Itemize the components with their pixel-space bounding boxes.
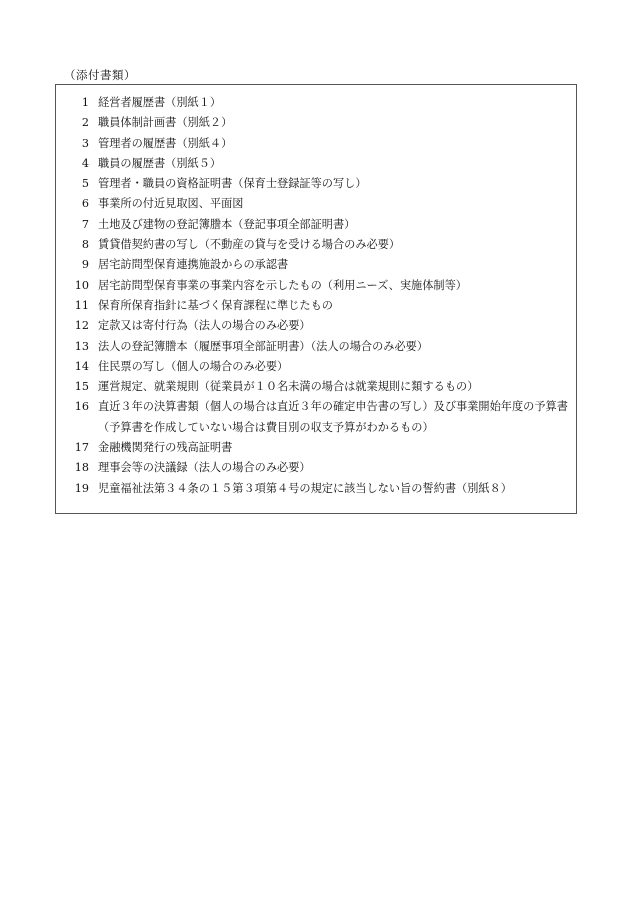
list-item [56,134,576,154]
list-item [56,357,576,377]
list-item [56,276,576,296]
item-text: 居宅訪問型保育事業の事業内容を示したもの（利用ニーズ、実施体制等） [98,278,467,292]
item-text: 運営規定、就業規則（従業員が１０名未満の場合は就業規則に類するもの） [98,380,479,394]
list-item [56,458,576,478]
item-number: 13 [74,339,89,353]
list-item [56,316,576,336]
list-item [56,174,576,194]
item-text: 土地及び建物の登記簿謄本（登記事項全部証明書） [98,217,356,231]
item-number: 18 [74,461,89,475]
item-text: 住民票の写し（個人の場合のみ必要） [98,359,289,373]
item-number: 10 [74,278,89,292]
item-number: 1 [81,96,89,109]
item-number: 12 [74,319,89,333]
item-number: 3 [81,136,89,150]
list-item [56,113,576,133]
list-item [56,438,576,458]
item-text: 居宅訪問型保育連携施設からの承認書 [98,258,289,272]
attachments-box [55,84,577,514]
item-text: 職員の履歴書（別紙５） [98,156,222,170]
list-item [56,377,576,397]
list-item [56,337,576,357]
list-item [56,397,576,438]
item-number: 17 [74,441,89,455]
item-text: 理事会等の決議録（法人の場合のみ必要） [98,461,311,475]
list-item [56,194,576,214]
item-text: 管理者の履歴書（別紙４） [98,136,233,150]
item-number: 6 [81,197,89,211]
item-text: 直近３年の決算書類（個人の場合は直近３年の確定申告書の写し）及び事業開始年度の予算書（予算書を作成していない場合は費目別の収支予算がわかるもの） [98,400,568,434]
item-number: 8 [81,238,89,252]
item-text: 保育所保育指針に基づく保育課程に準じたもの [98,298,333,312]
list-item [56,154,576,174]
item-text: 賃貸借契約書の写し（不動産の貸与を受ける場合のみ必要） [98,238,401,252]
item-number: 9 [81,258,89,272]
attachments-list [56,93,576,499]
attachments-heading: （添付書類） [64,68,136,82]
item-number: 5 [81,177,89,191]
item-text: 職員体制計画書（別紙２） [98,116,233,130]
item-text: 管理者・職員の資格証明書（保育士登録証等の写し） [98,177,367,191]
item-number: 2 [81,116,89,130]
item-text: 法人の登記簿謄本（履歴事項全部証明書）（法人の場合のみ必要） [98,339,429,353]
item-number: 15 [74,380,89,394]
item-number: 11 [74,298,89,312]
item-text: 事業所の付近見取図、平面図 [98,197,244,211]
list-item [56,255,576,275]
item-number: 4 [81,156,89,170]
item-number: 7 [81,217,89,231]
item-text: 金融機関発行の残高証明書 [98,441,233,455]
list-item [56,479,576,499]
item-number: 16 [74,400,89,414]
list-item [56,296,576,316]
list-item [56,235,576,255]
item-text: 児童福祉法第３４条の１５第３項第４号の規定に該当しない旨の誓約書（別紙８） [98,481,512,495]
item-text: 経営者履歴書（別紙１） [98,96,222,109]
list-item [56,93,576,113]
list-item [56,215,576,235]
item-text: 定款又は寄付行為（法人の場合のみ必要） [98,319,311,333]
item-number: 19 [74,481,89,495]
item-number: 14 [74,359,89,373]
